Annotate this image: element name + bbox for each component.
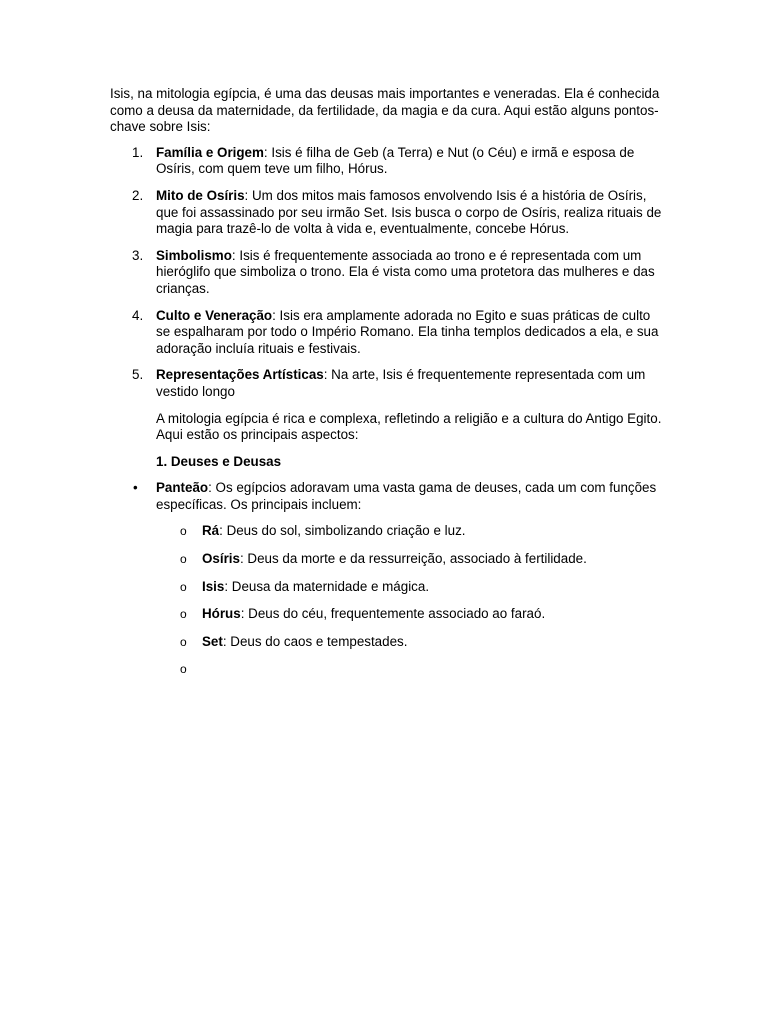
list-item xyxy=(110,308,662,358)
item-text: : Isis é frequentemente associada ao trono e é representada com um hieróglifo que simboliza o trono. Ela é vista como uma protetora das mulheres e das crianças. xyxy=(156,247,655,296)
god-item xyxy=(110,634,662,651)
item-text: : Isis era amplamente adorada no Egito e suas práticas de culto se espalharam por todo o Império Romano. Ela tinha templos dedicados a ela, e sua adoração incluía rituais e festivais. xyxy=(156,307,659,356)
bullet-marker: • xyxy=(133,480,138,496)
item-title: Mito de Osíris xyxy=(156,187,245,203)
god-item xyxy=(110,551,662,568)
list-item xyxy=(110,145,662,178)
circle-marker: o xyxy=(180,524,187,539)
god-description: : Deus do céu, frequentemente associado ao faraó. xyxy=(240,606,546,622)
circle-marker: o xyxy=(180,579,187,594)
god-description: : Deusa da maternidade e mágica. xyxy=(224,578,430,594)
god-description: : Deus do caos e tempestades. xyxy=(222,633,408,649)
god-item xyxy=(110,606,662,623)
god-description: : Deus da morte e da ressurreição, associado à fertilidade. xyxy=(239,551,587,567)
list-number: 4. xyxy=(132,307,144,323)
list-number: 2. xyxy=(132,187,144,203)
god-name: Hórus xyxy=(202,606,241,622)
god-name: Set xyxy=(202,633,223,649)
item-text: : Na arte, Isis é frequentemente representada com um vestido longo xyxy=(156,367,646,399)
mythology-paragraph: A mitologia egípcia é rica e complexa, refletindo a religião e a cultura do Antigo Egito. Aqui estão os principais aspectos: xyxy=(156,410,662,443)
bullet-item xyxy=(110,480,662,513)
intro-paragraph: Isis, na mitologia egípcia, é uma das deusas mais importantes e veneradas. Ela é conhecida como a deusa da maternidade, da fertilidade, da magia e da cura. Aqui estão alguns pontos-chave sobre Isis: xyxy=(110,86,660,135)
gods-list xyxy=(110,523,662,677)
circle-marker: o xyxy=(180,607,187,622)
god-item xyxy=(110,523,662,540)
list-item xyxy=(110,248,662,298)
list-item xyxy=(110,367,662,400)
circle-marker: o xyxy=(180,634,187,649)
document-page xyxy=(110,86,662,688)
item-text: : Isis é filha de Geb (a Terra) e Nut (o Céu) e irmã e esposa de Osíris, com quem teve um filho, Hórus. xyxy=(156,144,635,177)
list-number: 1. xyxy=(132,144,144,160)
god-item-empty xyxy=(110,661,662,677)
item-text: : Os egípcios adoravam uma vasta gama de deuses, cada um com funções específicas. Os principais incluem: xyxy=(156,480,657,512)
item-title: Panteão xyxy=(156,480,209,496)
item-title: Culto e Veneração xyxy=(156,307,273,323)
circle-marker: o xyxy=(180,662,187,677)
god-name: Isis xyxy=(202,578,225,594)
section-heading: 1. Deuses e Deusas xyxy=(156,453,282,469)
circle-marker: o xyxy=(180,552,187,567)
list-number: 3. xyxy=(132,247,144,263)
god-item xyxy=(110,579,662,596)
god-description: : Deus do sol, simbolizando criação e luz. xyxy=(219,523,466,539)
list-number: 5. xyxy=(132,367,144,383)
item-title: Simbolismo xyxy=(156,247,232,263)
item-title: Família e Origem xyxy=(156,144,264,160)
god-name: Rá xyxy=(202,523,220,539)
numbered-list xyxy=(110,145,662,401)
item-title: Representações Artísticas xyxy=(156,367,324,383)
god-name: Osíris xyxy=(202,551,240,567)
item-text: : Um dos mitos mais famosos envolvendo Isis é a história de Osíris, que foi assassinado por seu irmão Set. Isis busca o corpo de Osíris, realiza rituais de magia para trazê-lo de volta à vida e, eventualmente, concebe Hórus. xyxy=(156,187,662,237)
list-item xyxy=(110,188,662,238)
